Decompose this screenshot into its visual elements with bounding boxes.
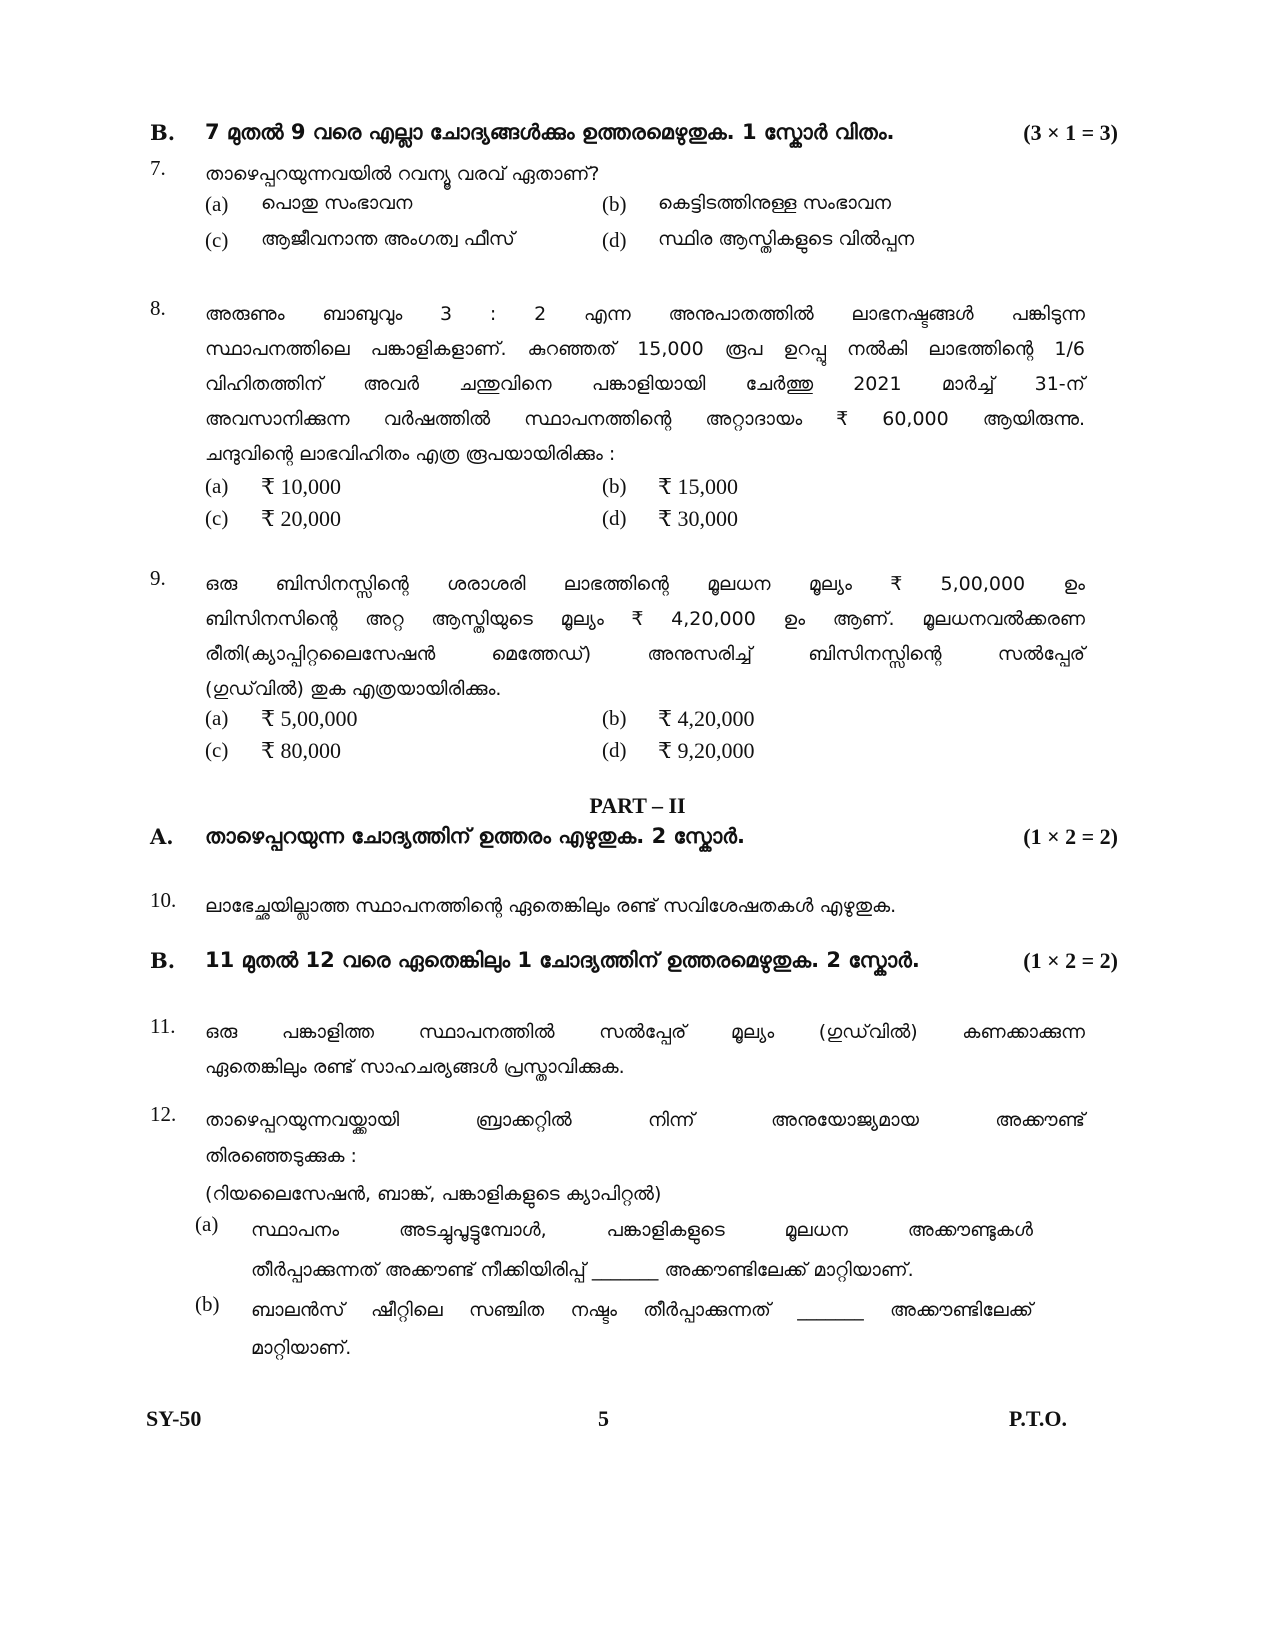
sub-label: (a) <box>195 1212 219 1236</box>
question-line: വിഹിതത്തിന് അവർ ചന്തുവിനെ പങ്കാളിയായി ചേർത്തു 2021 മാർച്ച് 31-ന് <box>205 373 1085 395</box>
question-line: തിരഞ്ഞെടുക്കുക : <box>205 1145 357 1167</box>
question-line: ഏതെങ്കിലും രണ്ട് സാഹചര്യങ്ങൾ പ്രസ്താവിക്കുക. <box>205 1056 625 1078</box>
option-label: (a) <box>205 474 229 498</box>
question-line: ഒരു ബിസിനസ്സിന്റെ ശരാശരി ലാഭത്തിന്റെ മൂലധന മൂല്യം ₹ 5,00,000 ഉം <box>205 573 1085 595</box>
option-text: ₹ 20,000 <box>261 506 341 531</box>
section-instruction: 11 മുതൽ 12 വരെ ഏതെങ്കിലും 1 ചോദ്യത്തിന് ഉത്തരമെഴുതുക. 2 സ്കോർ. <box>205 948 920 972</box>
option-text: സ്ഥിര ആസ്തികളുടെ വിൽപ്പന <box>658 228 915 250</box>
section-b-heading <box>150 120 1118 154</box>
section-label: A. <box>150 824 174 849</box>
question-line: (ഗുഡ്‌വിൽ) തുക എത്രയായിരിക്കും. <box>205 678 502 700</box>
question-text: താഴെപ്പറയുന്നവയിൽ റവന്യൂ വരവ് ഏതാണ്? <box>205 163 600 185</box>
option-label: (b) <box>602 706 627 730</box>
question-line: (റിയലൈസേഷൻ, ബാങ്ക്, പങ്കാളികളുടെ ക്യാപിറ്റൽ) <box>205 1183 662 1205</box>
section-marks: (1 × 2 = 2) <box>1023 948 1118 973</box>
sub-line: സ്ഥാപനം അടച്ചുപൂട്ടുമ്പോൾ, പങ്കാളികളുടെ മൂലധന അക്കൗണ്ടുകൾ <box>251 1219 1033 1241</box>
question-line: രീതി(ക്യാപ്പിറ്റലൈസേഷൻ മെത്തേഡ്) അനുസരിച്ച് ബിസിനസ്സിന്റെ സൽപ്പേര് <box>205 643 1085 665</box>
sub-line: ബാലൻസ് ഷീറ്റിലെ സഞ്ചിത നഷ്ടം തീർപ്പാക്കുന്നത് _______ അക്കൗണ്ടിലേക്ക് <box>251 1299 1033 1321</box>
option-text: ₹ 80,000 <box>261 738 341 763</box>
sub-line: തീർപ്പാക്കുന്നത് അക്കൗണ്ട് നീക്കിയിരിപ്പ് _______ അക്കൗണ്ടിലേക്ക് മാറ്റിയാണ്. <box>251 1259 914 1281</box>
section-label: B. <box>150 948 176 973</box>
question-line: ഒരു പങ്കാളിത്ത സ്ഥാപനത്തിൽ സൽപ്പേര് മൂല്യം (ഗുഡ്‌വിൽ) കണക്കാക്കുന്ന <box>205 1021 1085 1043</box>
option-label: (a) <box>205 192 229 216</box>
part-heading: PART – II <box>589 793 686 818</box>
option-label: (b) <box>602 192 627 216</box>
question-line: താഴെപ്പറയുന്നവയ്ക്കായി ബ്രാക്കറ്റിൽ നിന്ന് അനുയോജ്യമായ അക്കൗണ്ട് <box>205 1109 1085 1131</box>
option-label: (d) <box>602 738 627 762</box>
section-marks: (1 × 2 = 2) <box>1023 824 1118 849</box>
option-text: ആജീവനാന്ത അംഗത്വ ഫീസ് <box>261 228 515 250</box>
question-line: ബിസിനസിന്റെ അറ്റ ആസ്തിയുടെ മൂല്യം ₹ 4,20,000 ഉം ആണ്. മൂലധനവൽക്കരണ <box>205 608 1085 630</box>
question-8-options <box>205 474 965 544</box>
question-number: 12. <box>150 1102 177 1126</box>
option-label: (c) <box>205 738 229 762</box>
question-9-options <box>205 706 965 776</box>
question-line: ചന്ദുവിന്റെ ലാഭവിഹിതം എത്ര രൂപയായിരിക്കും : <box>205 443 616 465</box>
option-text: ₹ 10,000 <box>261 474 341 499</box>
section-instruction: താഴെപ്പറയുന്ന ചോദ്യത്തിന് ഉത്തരം എഴുതുക. 2 സ്കോർ. <box>205 824 745 848</box>
option-text: കെട്ടിടത്തിനുള്ള സംഭാവന <box>658 192 891 214</box>
option-text: ₹ 9,20,000 <box>658 738 755 763</box>
option-text: ₹ 30,000 <box>658 506 738 531</box>
option-label: (c) <box>205 228 229 252</box>
question-line: സ്ഥാപനത്തിലെ പങ്കാളികളാണ്. കുറഞ്ഞത് 15,000 രൂപ ഉറപ്പു നൽകി ലാഭത്തിന്റെ 1/6 <box>205 338 1085 360</box>
option-label: (d) <box>602 506 627 530</box>
option-label: (c) <box>205 506 229 530</box>
question-line: അവസാനിക്കുന്ന വർഷത്തിൽ സ്ഥാപനത്തിന്റെ അറ്റാദായം ₹ 60,000 ആയിരുന്നു. <box>205 408 1085 430</box>
option-label: (d) <box>602 228 627 252</box>
section-instruction: 7 മുതൽ 9 വരെ എല്ലാ ചോദ്യങ്ങൾക്കും ഉത്തരമെഴുതുക. 1 സ്കോർ വിതം. <box>205 120 895 144</box>
option-text: പൊതു സംഭാവന <box>261 192 413 214</box>
page-number: 5 <box>598 1406 609 1431</box>
question-number: 7. <box>150 156 166 180</box>
option-label: (b) <box>602 474 627 498</box>
section-a-heading <box>150 824 1118 858</box>
paper-code: SY-50 <box>146 1406 202 1431</box>
option-text: ₹ 4,20,000 <box>658 706 755 731</box>
question-number: 8. <box>150 296 166 320</box>
option-label: (a) <box>205 706 229 730</box>
section-marks: (3 × 1 = 3) <box>1023 120 1118 145</box>
question-number: 9. <box>150 566 166 590</box>
pto-label: P.T.O. <box>1008 1406 1067 1431</box>
question-number: 10. <box>150 888 177 912</box>
sub-line: മാറ്റിയാണ്. <box>251 1337 352 1359</box>
question-line: അരുണും ബാബുവും 3 : 2 എന്ന അനുപാതത്തിൽ ലാഭനഷ്ടങ്ങൾ പങ്കിടുന്ന <box>205 303 1085 325</box>
question-7-options <box>205 192 965 262</box>
option-text: ₹ 15,000 <box>658 474 738 499</box>
section-label: B. <box>150 120 176 145</box>
section-b2-heading <box>150 948 1118 982</box>
question-text: ലാഭേച്ഛയില്ലാത്ത സ്ഥാപനത്തിന്റെ ഏതെങ്കിലും രണ്ട് സവിശേഷതകൾ എഴുതുക. <box>205 895 897 917</box>
sub-label: (b) <box>195 1292 220 1316</box>
question-number: 11. <box>150 1014 176 1038</box>
option-text: ₹ 5,00,000 <box>261 706 358 731</box>
